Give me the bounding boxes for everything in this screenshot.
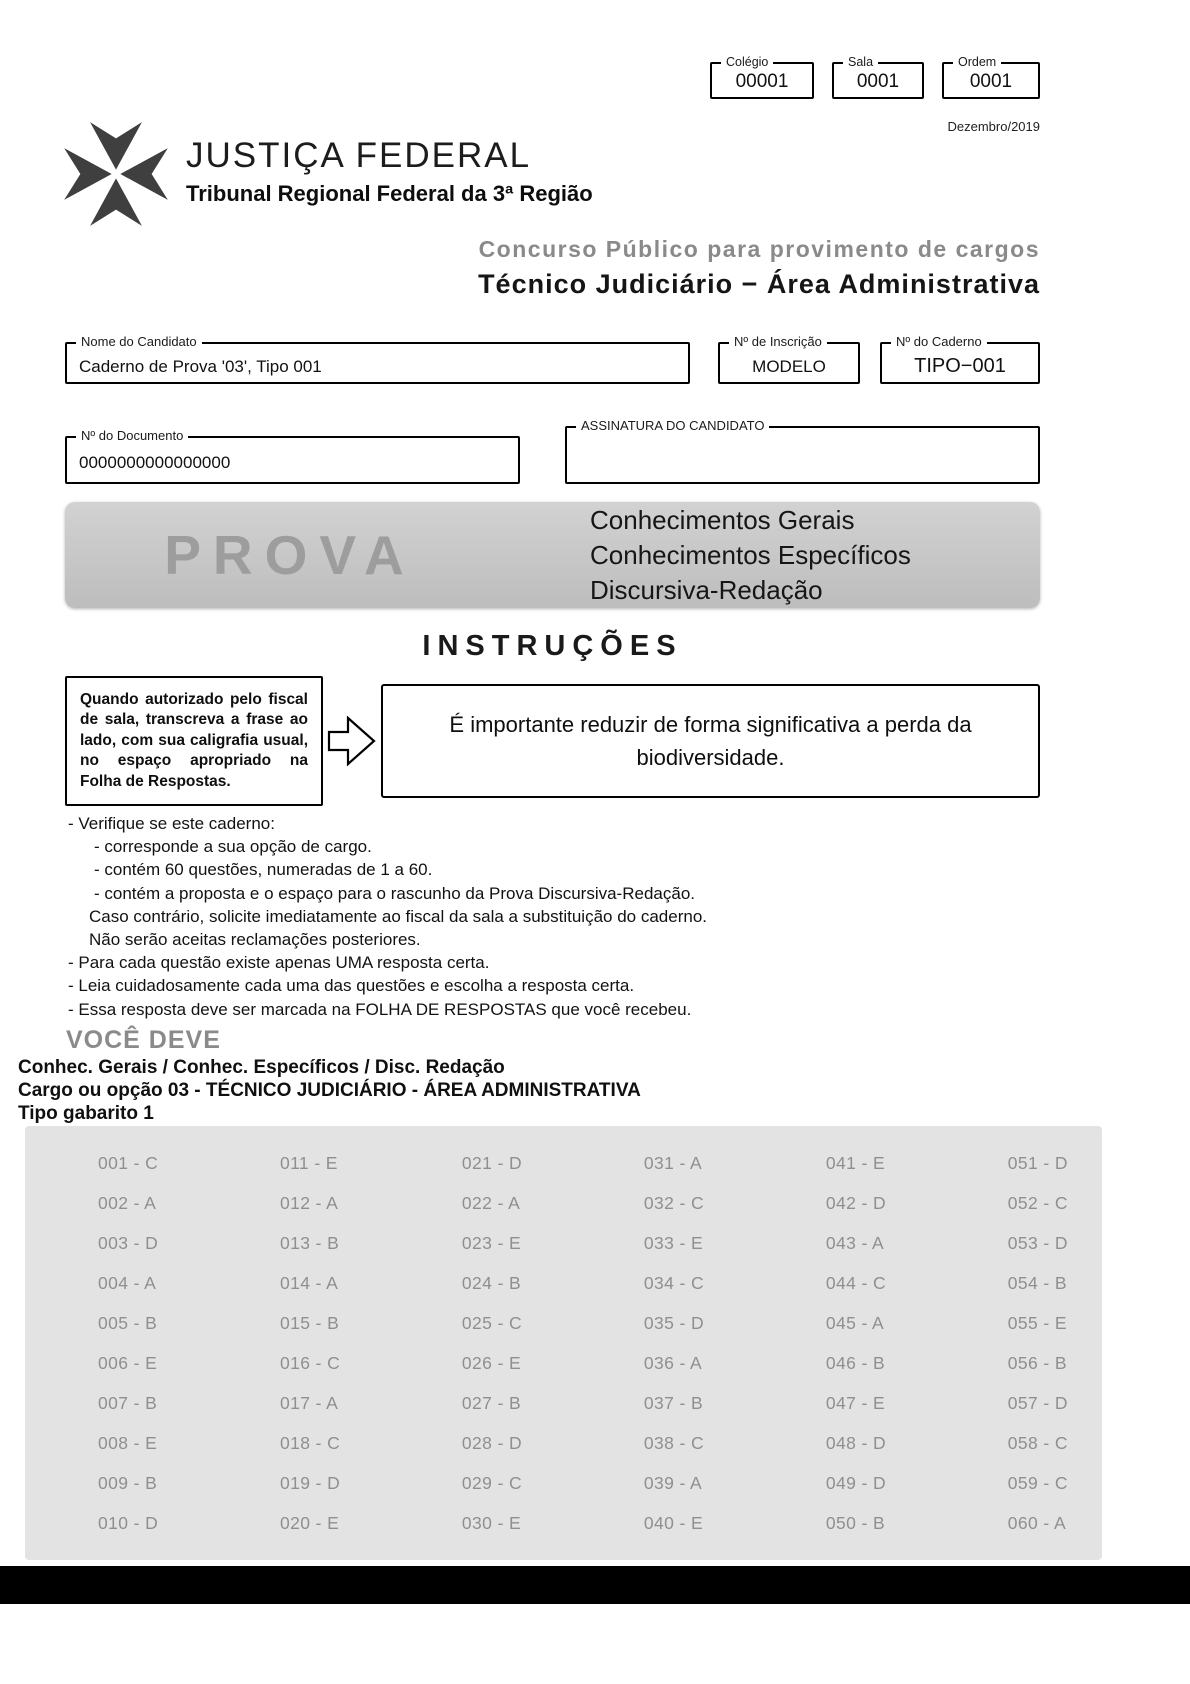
answer-cell: 038 - C <box>643 1432 705 1453</box>
answer-cell: 007 - B <box>98 1392 158 1413</box>
answer-key-type-line: Tipo gabarito 1 <box>18 1103 154 1124</box>
answer-cell: 056 - B <box>1007 1352 1067 1373</box>
booklet-number-value: TIPO−001 <box>914 355 1006 377</box>
position-title: Técnico Judiciário − Área Administrativa <box>478 269 1040 299</box>
inscription-label: Nº de Inscrição <box>729 335 827 349</box>
sala-value: 0001 <box>856 71 900 92</box>
answer-column <box>462 1143 522 1543</box>
document-number-value: 0000000000000000 <box>79 453 231 472</box>
instruction-line: - Para cada questão existe apenas UMA resposta certa. <box>68 953 490 973</box>
prova-subjects <box>505 503 1040 608</box>
answer-cell: 010 - D <box>98 1512 159 1533</box>
sala-label: Sala <box>843 56 878 70</box>
answer-key-header <box>18 1056 641 1125</box>
answer-cell: 052 - C <box>1007 1192 1068 1213</box>
justica-federal-logo-icon <box>60 120 172 228</box>
instruction-line: - corresponde a sua opção de cargo. <box>94 837 372 857</box>
candidate-name-value: Caderno de Prova '03', Tipo 001 <box>79 357 322 376</box>
instruction-line: - contém a proposta e o espaço para o rascunho da Prova Discursiva-Redação. <box>94 883 695 903</box>
answer-cell: 024 - B <box>461 1272 522 1293</box>
answer-cell: 026 - E <box>461 1352 522 1373</box>
answer-cell: 035 - D <box>643 1312 705 1333</box>
document-row <box>65 418 1040 488</box>
answer-cell: 045 - A <box>825 1312 885 1333</box>
answer-cell: 028 - D <box>461 1432 523 1453</box>
answer-cell: 040 - E <box>643 1512 704 1533</box>
phrase-text: É importante reduzir de forma significativa a perda da biodiversidade. <box>449 712 972 771</box>
org-name: JUSTIÇA FEDERAL <box>186 136 532 175</box>
answer-cell: 051 - D <box>1007 1152 1068 1173</box>
contest-title: Concurso Público para provimento de cargos <box>478 236 1040 262</box>
answer-cell: 047 - E <box>825 1392 886 1413</box>
answer-column <box>1008 1143 1068 1543</box>
answer-cell: 041 - E <box>825 1152 886 1173</box>
top-codes <box>710 55 1040 99</box>
prova-banner <box>65 502 1040 608</box>
header <box>60 120 593 228</box>
sala-box <box>832 55 924 99</box>
answer-key-grid <box>25 1126 1102 1560</box>
answer-cell: 021 - D <box>461 1152 523 1173</box>
document-number-field <box>65 428 520 484</box>
answer-cell: 015 - B <box>279 1312 340 1333</box>
booklet-number-label: Nº do Caderno <box>891 335 987 349</box>
answer-cell: 058 - C <box>1007 1432 1068 1453</box>
instruction-list <box>68 812 998 1021</box>
arrow-right-icon <box>326 712 378 770</box>
colegio-value: 00001 <box>735 71 789 92</box>
instructions-heading: INSTRUÇÕES <box>422 630 683 662</box>
answer-cell: 033 - E <box>643 1232 704 1253</box>
answer-cell: 018 - C <box>279 1432 341 1453</box>
answer-cell: 039 - A <box>643 1472 703 1493</box>
inscription-value: MODELO <box>752 357 826 376</box>
answer-column <box>280 1143 340 1543</box>
instruction-line: - Verifique se este caderno: <box>68 814 275 833</box>
ordem-box <box>942 55 1040 99</box>
org-text <box>186 120 593 228</box>
answer-cell: 031 - A <box>643 1152 703 1173</box>
answer-cell: 019 - D <box>279 1472 341 1493</box>
phrase-box <box>381 684 1040 798</box>
answer-column <box>644 1143 704 1543</box>
answer-cell: 057 - D <box>1007 1392 1068 1413</box>
answer-cell: 012 - A <box>279 1192 339 1213</box>
prova-title: PROVA <box>164 524 416 586</box>
ordem-label: Ordem <box>953 56 1001 70</box>
answer-cell: 036 - A <box>643 1352 703 1373</box>
instruction-line: Caso contrário, solicite imediatamente ao fiscal da sala a substituição do caderno. <box>89 906 708 926</box>
answer-cell: 014 - A <box>279 1272 339 1293</box>
answer-cell: 055 - E <box>1007 1312 1067 1333</box>
instruction-line: Não serão aceitas reclamações posteriores. <box>89 930 421 950</box>
answer-column <box>826 1143 886 1543</box>
org-subtitle: Tribunal Regional Federal da 3ª Região <box>186 181 593 206</box>
answer-cell: 016 - C <box>279 1352 341 1373</box>
transcribe-note-box: Quando autorizado pelo fiscal de sala, transcreva a frase ao lado, com sua caligrafia usual, no espaço apropriado na Folha de Respostas. <box>65 676 323 806</box>
answer-cell: 005 - B <box>98 1312 158 1333</box>
answer-cell: 020 - E <box>279 1512 340 1533</box>
answer-cell: 027 - B <box>461 1392 522 1413</box>
prova-subject: Conhecimentos Gerais <box>590 504 855 535</box>
answer-cell: 032 - C <box>643 1192 705 1213</box>
instruction-line: - Leia cuidadosamente cada uma das questões e escolha a resposta certa. <box>68 976 635 996</box>
answer-cell: 048 - D <box>825 1432 887 1453</box>
answer-cell: 049 - D <box>825 1472 887 1493</box>
voce-deve-heading: VOCÊ DEVE <box>66 1026 221 1054</box>
answer-cell: 050 - B <box>825 1512 886 1533</box>
answer-cell: 023 - E <box>461 1232 522 1253</box>
colegio-label: Colégio <box>721 56 773 70</box>
answer-cell: 034 - C <box>643 1272 705 1293</box>
answer-key-cargo-line: Cargo ou opção 03 - TÉCNICO JUDICIÁRIO - ÁREA ADMINISTRATIVA <box>18 1080 641 1101</box>
answer-cell: 003 - D <box>98 1232 159 1253</box>
answer-cell: 004 - A <box>98 1272 157 1293</box>
candidate-name-field <box>65 334 690 384</box>
answer-cell: 042 - D <box>825 1192 887 1213</box>
answer-column <box>98 1143 158 1543</box>
answer-cell: 046 - B <box>825 1352 886 1373</box>
prova-subject: Conhecimentos Específicos <box>590 539 911 570</box>
answer-key-panel <box>25 1126 1102 1560</box>
document-number-label: Nº do Documento <box>76 429 188 443</box>
signature-label: ASSINATURA DO CANDIDATO <box>576 419 769 433</box>
colegio-box <box>710 55 814 99</box>
date-label: Dezembro/2019 <box>947 119 1040 134</box>
candidate-name-label: Nome do Candidato <box>76 335 202 349</box>
answer-cell: 054 - B <box>1007 1272 1067 1293</box>
answer-cell: 001 - C <box>98 1152 159 1173</box>
answer-cell: 002 - A <box>98 1192 157 1213</box>
answer-cell: 044 - C <box>825 1272 887 1293</box>
answer-cell: 037 - B <box>643 1392 704 1413</box>
inscription-field <box>718 334 860 384</box>
transcription-row <box>65 676 1040 806</box>
answer-cell: 011 - E <box>279 1152 338 1173</box>
answer-cell: 022 - A <box>461 1192 521 1213</box>
answer-cell: 060 - A <box>1007 1512 1067 1533</box>
answer-cell: 043 - A <box>825 1232 885 1253</box>
answer-key-subjects-line: Conhec. Gerais / Conhec. Específicos / Disc. Redação <box>18 1057 505 1078</box>
title-block <box>478 236 1040 300</box>
ordem-value: 0001 <box>969 71 1013 92</box>
answer-cell: 030 - E <box>461 1512 522 1533</box>
instruction-line: - contém 60 questões, numeradas de 1 a 60. <box>94 860 433 880</box>
answer-cell: 025 - C <box>461 1312 523 1333</box>
candidate-row <box>65 334 1040 384</box>
footer-bar <box>0 1566 1190 1604</box>
prova-subject: Discursiva-Redação <box>590 574 823 605</box>
answer-cell: 053 - D <box>1007 1232 1068 1253</box>
answer-cell: 013 - B <box>279 1232 340 1253</box>
signature-field <box>565 418 1040 484</box>
booklet-number-field <box>880 334 1040 384</box>
answer-cell: 009 - B <box>98 1472 158 1493</box>
answer-cell: 029 - C <box>461 1472 523 1493</box>
instruction-line: - Essa resposta deve ser marcada na FOLHA DE RESPOSTAS que você recebeu. <box>68 999 692 1019</box>
answer-cell: 017 - A <box>279 1392 339 1413</box>
answer-cell: 008 - E <box>98 1432 158 1453</box>
answer-cell: 059 - C <box>1007 1472 1068 1493</box>
answer-cell: 006 - E <box>98 1352 158 1373</box>
